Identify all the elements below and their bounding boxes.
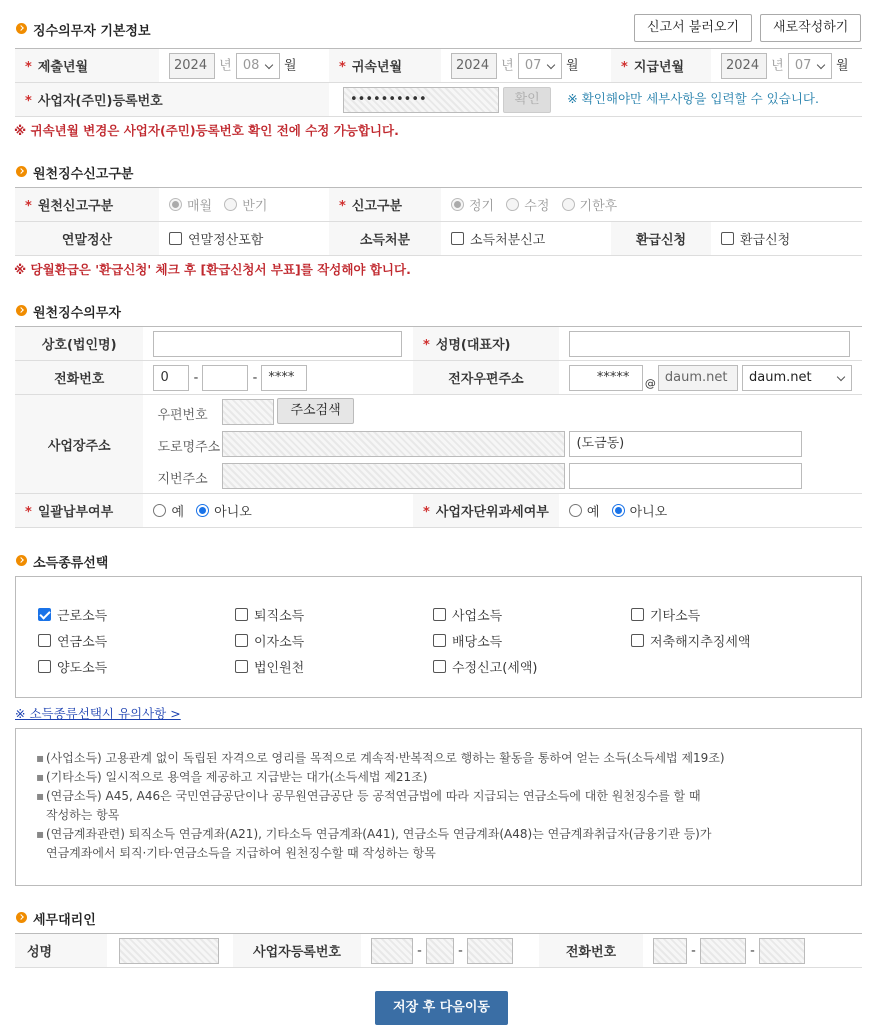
income-interest-checkbox[interactable] [235,634,248,647]
income-other-checkbox[interactable] [631,608,644,621]
guide-note: ▪ (기타소득) 일시적으로 용역을 제공하고 지급받는 대가(소득세법 제21조) [36,770,428,784]
income-savings-item[interactable]: 저축해지추징세액 [631,631,750,650]
income-pension-checkbox[interactable] [38,634,51,647]
section-income-title: 소득종류선택 [16,552,108,571]
refund-label: 환급신청 [635,233,687,248]
income-type-box [15,576,862,698]
agent-phone-part3[interactable] [759,938,805,964]
kind-late-radio[interactable] [562,198,575,211]
unit-no-radio[interactable] [612,504,625,517]
email-label: 전자우편주소 [448,372,524,387]
income-savings-checkbox[interactable] [631,634,644,647]
lump-payment-label: 일괄납부여부 [37,505,114,520]
submit-month-select[interactable]: 08 [236,53,280,79]
pay-year-field[interactable]: 2024 [721,53,767,79]
save-next-button[interactable]: 저장 후 다음이동 [375,991,508,1025]
section-bullet-icon [16,912,27,923]
section-bullet-icon [16,305,27,316]
income-retire-checkbox[interactable] [235,608,248,621]
lot-address-label: 지번주소 [157,472,208,487]
kind-amend-radio[interactable] [506,198,519,211]
new-report-button[interactable]: 새로작성하기 [760,14,861,42]
submit-year-field[interactable]: 2024 [169,53,215,79]
section-report-type-title: 원천징수신고구분 [16,163,133,182]
phone-part2-input[interactable] [202,365,248,391]
guide-note-cont: 연금계좌에서 퇴직·기타·연금소득을 지급하여 원천징수할 때 작성하는 항목 [46,846,436,860]
income-transfer-item[interactable]: 양도소득 [38,657,107,676]
income-retire-item[interactable]: 퇴직소득 [235,605,304,624]
basic-info-table: * 제출년월 2024 년 08 월 * 귀속년월 2024 년 07 월 * 지급년월 2024 년 07 월 * 사업자(주민)등록번호 •••••••••• 확인 ※ 확인해야만 세부사항을 입력할 수 있습니다. [15,48,862,117]
income-pension-item[interactable]: 연금소득 [38,631,107,650]
phone-part1-input[interactable]: 0 [153,365,189,391]
email-at-sign: @ [644,377,656,390]
section-bullet-icon [16,23,27,34]
agent-table: 성명 사업자등록번호 - - 전화번호 - - [15,933,862,968]
section-basic-title: 징수의무자 기본정보 [16,20,151,39]
income-amend-item[interactable]: 수정신고(세액) [433,657,538,676]
agent-bizno-part2[interactable] [426,938,454,964]
company-input[interactable] [153,331,402,357]
income-dividend-checkbox[interactable] [433,634,446,647]
kind-regular-radio[interactable] [451,198,464,211]
lump-yes-radio[interactable] [153,504,166,517]
agent-bizno-label: 사업자등록번호 [253,945,341,960]
ceo-name-label: 성명(대표자) [435,338,511,353]
guide-note: ▪ (사업소득) 고용관계 없이 독립된 자격으로 영리를 목적으로 계속적·반복적으로 행하는 활동을 통하여 얻는 소득(소득세법 제19조) [36,751,725,765]
email-domain-input[interactable]: daum.net [658,365,738,391]
belong-ym-label: 귀속년월 [351,60,403,75]
agent-bizno-part3[interactable] [467,938,513,964]
report-kind-label: 신고구분 [351,199,403,214]
income-business-checkbox[interactable] [433,608,446,621]
refund-checkbox[interactable] [721,232,734,245]
section-bullet-icon [16,555,27,566]
income-labor-item[interactable]: 근로소득 [38,605,107,624]
refund-warning: ※ 당월환급은 '환급신청' 체크 후 [환급신청서 부표]를 작성해야 합니다. [14,262,411,277]
income-guide-box [15,728,862,886]
road-address-label: 도로명주소 [157,440,221,455]
income-transfer-checkbox[interactable] [38,660,51,673]
road-address-extra-input[interactable]: (도금동) [569,431,802,457]
src-type-label: 원천신고구분 [37,199,114,214]
report-type-table: * 원천신고구분 매월 반기 * 신고구분 정기 수정 기한후 연말정산 연말정산포함 소득처분 소득처분신고 환급신청 환급신청 [15,187,862,256]
confirm-note: ※ 확인해야만 세부사항을 입력할 수 있습니다. [567,91,819,106]
belong-month-select[interactable]: 07 [518,53,562,79]
section-withholder-title: 원천징수의무자 [16,302,121,321]
agent-bizno-part1[interactable] [371,938,413,964]
pay-month-select[interactable]: 07 [788,53,832,79]
email-id-input[interactable]: ***** [569,365,643,391]
zipcode-input[interactable] [222,399,274,425]
load-report-button[interactable]: 신고서 불러오기 [634,14,752,42]
company-label: 상호(법인명) [41,338,117,353]
agent-name-label: 성명 [27,945,53,960]
belong-warning: ※ 귀속년월 변경은 사업자(주민)등록번호 확인 전에 수정 가능합니다. [14,123,399,138]
income-corporate-item[interactable]: 법인원천 [235,657,304,676]
ceo-name-input[interactable] [569,331,850,357]
section-bullet-icon [16,166,27,177]
section-agent-title: 세무대리인 [16,909,96,928]
unit-tax-label: 사업자단위과세여부 [435,505,549,520]
guide-note-cont: 작성하는 항목 [46,808,120,822]
submit-ym-label: 제출년월 [37,60,89,75]
agent-phone-label: 전화번호 [565,945,617,960]
agent-name-input[interactable] [119,938,219,964]
income-dividend-item[interactable]: 배당소득 [433,631,502,650]
disposal-checkbox[interactable] [451,232,464,245]
income-corporate-checkbox[interactable] [235,660,248,673]
phone-label: 전화번호 [54,372,105,387]
phone-part3-input[interactable]: **** [261,365,307,391]
address-label: 사업장주소 [47,438,111,454]
guide-note: ▪ (연금소득) A45, A46은 국민연금공단이나 공무원연금공단 등 공적연금법에 따라 지급되는 연금소득에 대한 원천징수를 할 때 [36,789,701,803]
income-other-item[interactable]: 기타소득 [631,605,700,624]
lot-address-input[interactable] [222,463,565,489]
regno-confirm-button[interactable]: 확인 [503,87,551,113]
belong-year-field[interactable]: 2024 [451,53,497,79]
lump-no-radio[interactable] [196,504,209,517]
email-domain-select[interactable]: daum.net [742,365,852,391]
income-labor-checkbox[interactable] [38,608,51,621]
withholder-table: 상호(법인명) * 성명(대표자) 전화번호 0 - - **** 전자우편주소 ***** $_@$ daum.net daum.net 사업장주소 우편번호 주소검색 도로명주소 (도금동) 지번주소 * 일괄납부여부 예 아니오 * 사업자단위과세여부 예 아니오 [15,326,862,528]
src-half-radio[interactable] [224,198,237,211]
yearend-label: 연말정산 [61,233,113,248]
lot-address-extra-input[interactable] [569,463,802,489]
disposal-label: 소득처분 [359,233,411,248]
income-guide-link[interactable]: ※ 소득종류선택시 유의사항 > [15,706,181,721]
address-search-button[interactable]: 주소검색 [277,398,353,424]
yearend-checkbox[interactable] [169,232,182,245]
src-monthly-radio[interactable] [169,198,182,211]
income-business-item[interactable]: 사업소득 [433,605,502,624]
pay-ym-label: 지급년월 [633,60,685,75]
unit-yes-radio[interactable] [569,504,582,517]
agent-phone-part2[interactable] [700,938,746,964]
income-amend-checkbox[interactable] [433,660,446,673]
zipcode-label: 우편번호 [157,408,208,423]
road-address-input[interactable] [222,431,565,457]
income-interest-item[interactable]: 이자소득 [235,631,304,650]
regno-field[interactable]: •••••••••• [343,87,499,113]
regno-label: 사업자(주민)등록번호 [37,94,163,109]
agent-phone-part1[interactable] [653,938,687,964]
guide-note: ▪ (연금계좌관련) 퇴직소득 연금계좌(A21), 기타소득 연금계좌(A41), 연금소득 연금계좌(A48)는 연금계좌취급자(금융기관 등)가 [36,827,712,841]
